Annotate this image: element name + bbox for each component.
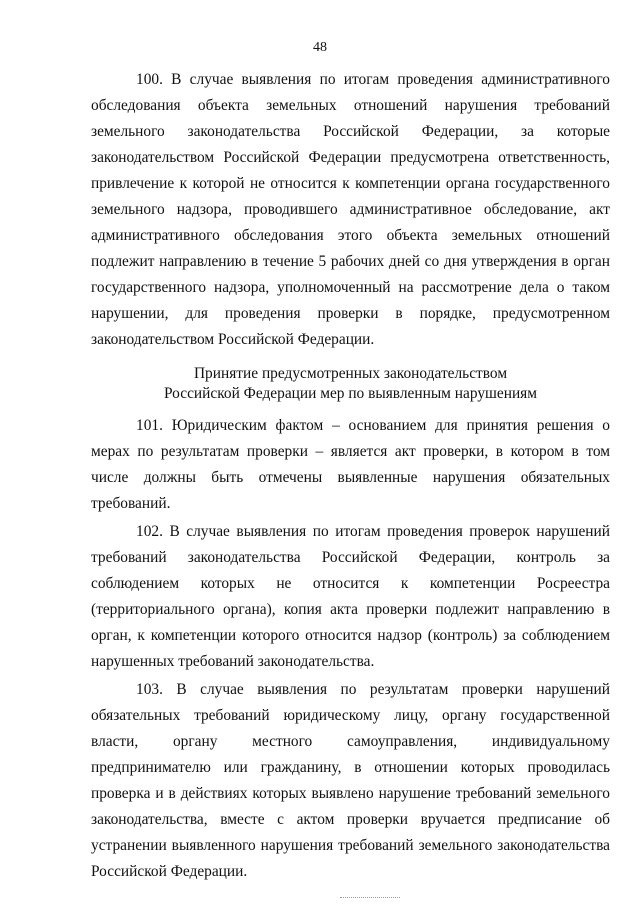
section-heading-line-1: Принятие предусмотренных законодательством <box>193 365 508 382</box>
page-number: 48 <box>313 40 327 55</box>
paragraph-100: 100. В случае выявления по итогам проведения административного обследования объекта земельных отношений нарушения требований земельного законодательства Российской Федерации, за которые законодательством Российской Федерации предусмотрена ответственность, привлечение к которой не относится к компетенции органа государственного земельного надзора, проводившего административное обследование, акт административного обследования этого объекта земельных отношений подлежит направлению в течение 5 рабочих дней со дня утверждения в орган государственного надзора, уполномоченный на рассмотрение дела о таком нарушении, для проведения проверки в порядке, предусмотренном законодательством Российской Федерации. <box>91 71 610 348</box>
document-body <box>91 67 610 885</box>
paragraph-102: 102. В случае выявления по итогам проведения проверок нарушений требований законодательства Российской Федерации, контроль за соблюдением которых не относится к компетенции Росреестра (территориального органа), копия акта проверки подлежит направлению в орган, к компетенции которого относится надзор (контроль) за соблюдением нарушенных требований законодательства. <box>91 523 610 670</box>
paragraph-103: 103. В случае выявления по результатам проверки нарушений обязательных требований юридическому лицу, органу государственной власти, органу местного самоуправления, индивидуальному предпринимателю или гражданину, в отношении которых проводилась проверка и в действиях которых выявлено нарушение требований земельного законодательства, вместе с актом проверки вручается предписание об устранении выявленного нарушения требований земельного законодательства Российской Федерации. <box>91 681 610 880</box>
paragraph-101: 101. Юридическим фактом – основанием для принятия решения о мерах по результатам проверки – является акт проверки, в котором в том числе должны быть отмечены выявленные нарушения обязательных требований. <box>91 417 610 512</box>
section-heading-line-2: Российской Федерации мер по выявленным нарушениям <box>163 385 537 402</box>
scan-artifact <box>340 897 400 900</box>
section-heading <box>91 364 610 404</box>
